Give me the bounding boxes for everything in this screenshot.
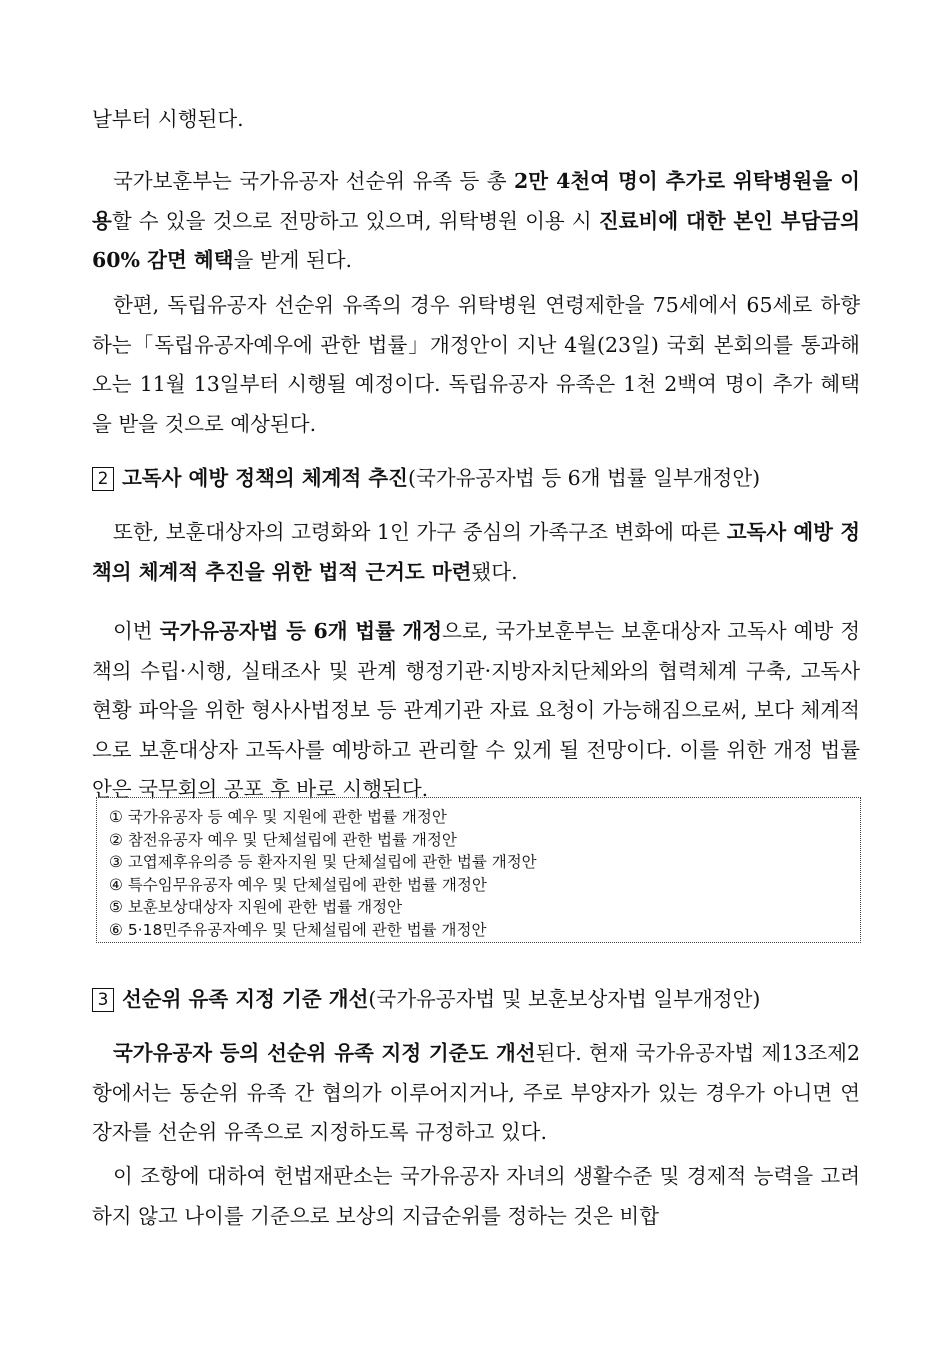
paragraph-constitutional-court: 이 조항에 대하여 헌법재판소는 국가유공자 자녀의 생활수준 및 경제적 능력을 고려하지 않고 나이를 기준으로 보상의 지급순위를 정하는 것은 비합 bbox=[92, 1164, 860, 1228]
paragraph-lonely-death-basis: 또한, 보훈대상자의 고령화와 1인 가구 중심의 가족구조 변화에 따른 고독사 예방 정책의 체계적 추진을 위한 법적 근거도 마련됐다. bbox=[92, 520, 860, 584]
law-list-box bbox=[96, 797, 861, 943]
section-heading-2: 2 고독사 예방 정책의 체계적 추진(국가유공자법 등 6개 법률 일부개정안) bbox=[92, 463, 872, 493]
law-list-item: ⑥ 5·18민주유공자예우 및 단체설립에 관한 법률 개정안 bbox=[109, 920, 487, 939]
section-number-box: 3 bbox=[92, 988, 114, 1012]
section-heading-3: 3 선순위 유족 지정 기준 개선(국가유공자법 및 보훈보상자법 일부개정안) bbox=[92, 984, 872, 1014]
law-list-item: ④ 특수임무유공자 예우 및 단체설립에 관한 법률 개정안 bbox=[109, 875, 487, 894]
paragraph-continuation: 날부터 시행된다. bbox=[92, 107, 244, 131]
paragraph-hospital-expansion: 국가보훈부는 국가유공자 선순위 유족 등 총 2만 4천여 명이 추가로 위탁병원을 이용할 수 있을 것으로 전망하고 있으며, 위탁병원 이용 시 진료비에 대한 본인 부담금의 60% 감면 혜택을 받게 된다. bbox=[92, 169, 860, 272]
law-list-item: ③ 고엽제후유의증 등 환자지원 및 단체설립에 관한 법률 개정안 bbox=[109, 853, 537, 871]
law-list-item: ② 참전유공자 예우 및 단체설립에 관한 법률 개정안 bbox=[109, 830, 457, 849]
section-number-box: 2 bbox=[92, 467, 114, 491]
law-list-item: ① 국가유공자 등 예우 및 지원에 관한 법률 개정안 bbox=[109, 808, 447, 826]
paragraph-six-laws-revision: 이번 국가유공자법 등 6개 법률 개정으로, 국가보훈부는 보훈대상자 고독사 예방 정책의 수립·시행, 실태조사 및 관계 행정기관·지방자치단체와의 협력체계 구축, 고독사 현황 파악을 위한 형사사법정보 등 관계기관 자료 요청이 가능해짐으로써, 보다 체계적으로 보훈대상자 고독사를 예방하고 관리할 수 있게 될 전망이다. 이를 위한 개정 법률안은 국무회의 공포 후 바로 시행된다. bbox=[92, 619, 861, 801]
paragraph-survivor-criteria: 국가유공자 등의 선순위 유족 지정 기준도 개선된다. 현재 국가유공자법 제13조제2항에서는 동순위 유족 간 협의가 이루어지거나, 주로 부양자가 있는 경우가 아니면 연장자를 선순위 유족으로 지정하도록 규정하고 있다. bbox=[92, 1041, 861, 1144]
law-list-item: ⑤ 보훈보상대상자 지원에 관한 법률 개정안 bbox=[109, 898, 403, 916]
paragraph-independence-patriot: 한편, 독립유공자 선순위 유족의 경우 위탁병원 연령제한을 75세에서 65세로 하향하는「독립유공자예우에 관한 법률」개정안이 지난 4월(23일) 국회 본회의를 통과해 오는 11월 13일부터 시행될 예정이다. 독립유공자 유족은 1천 2백여 명이 추가 혜택을 받을 것으로 예상된다. bbox=[92, 293, 860, 436]
